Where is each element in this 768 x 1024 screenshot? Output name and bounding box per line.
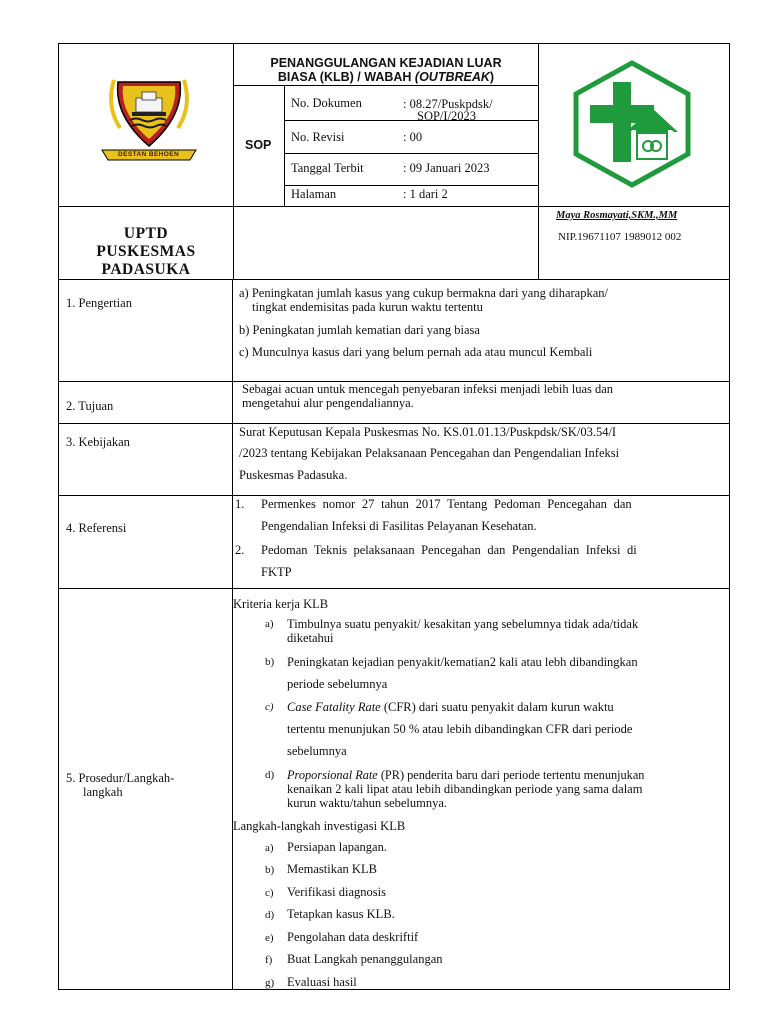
pengertian-item-b: b) Peningkatan jumlah kematian dari yang biasa (239, 323, 480, 337)
kriteria-d-letter: d) (265, 769, 275, 781)
langkah-c-letter: c) (265, 887, 274, 899)
table-border-right (729, 43, 730, 990)
langkah-b-letter: b) (265, 864, 275, 876)
table-border-left (58, 43, 59, 990)
kriteria-b-line-2: periode sebelumnya (287, 677, 388, 691)
kriteria-d-line-2: kenaikan 2 kali lipat atau lebih dibandingkan periode yang sama dalam (287, 782, 643, 796)
meta-label-no-revisi: No. Revisi (291, 130, 345, 144)
langkah-g-letter: g) (265, 977, 275, 989)
langkah-e-letter: e) (265, 932, 274, 944)
section-label-prosedur-2: langkah (83, 785, 123, 799)
row-line-kebijakan (58, 495, 730, 496)
kriteria-c-line-2: tertentu menunjukan 50 % atau lebih dibandingkan CFR dari periode (287, 722, 633, 736)
org-line-3: PADASUKA (101, 261, 191, 278)
langkah-f-letter: f) (265, 954, 273, 966)
referensi-1-line-2: Pengendalian Infeksi di Fasilitas Pelayanan Kesehatan. (261, 519, 537, 533)
kriteria-c-line-1 (287, 700, 614, 715)
pengertian-item-a-line-2: tingkat endemisitas pada kurun waktu tertentu (252, 300, 483, 314)
kriteria-a-line-2: diketahui (287, 631, 334, 645)
kebijakan-line-1: Surat Keputusan Kepala Puskesmas No. KS.01.01.13/Puskpdsk/SK/03.54/I (239, 425, 617, 439)
meta-value-no-dokumen-2: SOP/I/2023 (417, 109, 477, 123)
kriteria-c-letter: c) (265, 701, 274, 713)
kriteria-c-line-3: sebelumnya (287, 744, 347, 758)
meta-row-line-1 (284, 120, 538, 121)
section-label-kebijakan: 3. Kebijakan (66, 435, 130, 449)
header-divider-right (538, 43, 539, 279)
title-line-2-b: (OUTBREAK (414, 70, 490, 84)
title-bottom-line (233, 85, 538, 86)
org-line-1: UPTD (123, 225, 169, 242)
body-column-divider (232, 279, 233, 990)
kriteria-d-italic: Proporsional Rate (287, 768, 378, 782)
kriteria-c-rest: (CFR) dari suatu penyakit dalam kurun waktu (380, 700, 614, 714)
kriteria-d-line-1 (287, 768, 644, 783)
langkah-c-text: Verifikasi diagnosis (287, 885, 386, 899)
kriteria-a-letter: a) (265, 618, 274, 630)
sop-divider (284, 85, 285, 206)
kebijakan-line-2: /2023 tentang Kebijakan Pelaksanaan Pencegahan dan Pengendalian Infeksi (239, 446, 620, 460)
document-title (236, 56, 536, 84)
row-line-tujuan (58, 423, 730, 424)
header-row-bottom (58, 206, 730, 207)
title-line-2-c: ) (489, 70, 495, 84)
title-line-2-a: BIASA (KLB) / WABAH (277, 70, 415, 84)
kebijakan-line-3: Puskesmas Padasuka. (239, 468, 348, 482)
langkah-a-letter: a) (265, 842, 274, 854)
kriteria-d-line-3: kurun waktu/tahun sebelumnya. (287, 796, 448, 810)
meta-label-no-dokumen: No. Dokumen (291, 96, 362, 110)
kriteria-d-rest: (PR) penderita baru dari periode tertentu menunjukan (377, 768, 645, 782)
signer-name: Maya Rosmayati,SKM.,MM (556, 210, 678, 221)
puskesmas-logo (570, 60, 694, 188)
langkah-heading: Langkah-langkah investigasi KLB (233, 819, 406, 833)
referensi-2-line-2: FKTP (261, 565, 292, 579)
langkah-d-letter: d) (265, 909, 275, 921)
langkah-f-text: Buat Langkah penanggulangan (287, 952, 443, 966)
sop-label: SOP (245, 138, 272, 152)
langkah-a-text: Persiapan lapangan. (287, 840, 387, 854)
tujuan-line-1: Sebagai acuan untuk mencegah penyebaran infeksi menjadi lebih luas dan (242, 382, 614, 396)
header-block-bottom (58, 279, 730, 280)
meta-label-tanggal-terbit: Tanggal Terbit (291, 161, 364, 175)
signer-nip: NIP.19671107 1989012 002 (558, 231, 682, 243)
shield-banner-text: DESTAN BEHOEN (118, 151, 180, 158)
organization-name (62, 225, 230, 279)
kriteria-b-letter: b) (265, 656, 275, 668)
referensi-2-line-1: Pedoman Teknis pelaksanaan Pencegahan dan Pengendalian Infeksi di (261, 543, 637, 557)
meta-label-halaman: Halaman (291, 187, 337, 201)
meta-value-no-dokumen-1: : 08.27/Puskpdsk/ (403, 97, 493, 111)
header-divider-left (233, 43, 234, 279)
meta-value-no-revisi: : 00 (403, 130, 423, 144)
section-label-pengertian: 1. Pengertian (66, 296, 132, 310)
langkah-e-text: Pengolahan data deskriftif (287, 930, 419, 944)
org-line-2: PUSKESMAS (96, 243, 196, 260)
langkah-d-text: Tetapkan kasus KLB. (287, 907, 395, 921)
meta-row-line-3 (284, 185, 538, 186)
tujuan-line-2: mengetahui alur pengendaliannya. (242, 396, 414, 410)
kriteria-c-italic: Case Fatality Rate (287, 700, 381, 714)
row-line-referensi (58, 588, 730, 589)
table-border-top (58, 43, 730, 44)
section-label-prosedur-1: 5. Prosedur/Langkah- (66, 771, 175, 785)
meta-row-line-2 (284, 153, 538, 154)
kriteria-b-line-1: Peningkatan kejadian penyakit/kematian2 kali atau lebh dibandingkan (287, 655, 638, 669)
langkah-g-text: Evaluasi hasil (287, 975, 357, 989)
kriteria-heading: Kriteria kerja KLB (233, 597, 329, 611)
title-line-2 (236, 70, 536, 84)
section-label-referensi: 4. Referensi (66, 521, 127, 535)
kriteria-a-line-1: Timbulnya suatu penyakit/ kesakitan yang sebelumnya tidak ada/tidak (287, 617, 639, 631)
section-label-tujuan: 2. Tujuan (66, 399, 114, 413)
langkah-b-text: Memastikan KLB (287, 862, 377, 876)
meta-value-halaman: : 1 dari 2 (403, 187, 448, 201)
pengertian-item-a-line-1: a) Peningkatan jumlah kasus yang cukup bermakna dari yang diharapkan/ (239, 286, 608, 300)
pengertian-item-c: c) Munculnya kasus dari yang belum pernah ada atau muncul Kembali (239, 345, 593, 359)
table-border-bottom (58, 989, 730, 990)
title-line-1: PENANGGULANGAN KEJADIAN LUAR (270, 56, 502, 70)
referensi-1-line-1: Permenkes nomor 27 tahun 2017 Tentang Pedoman Pencegahan dan (261, 497, 632, 511)
meta-value-tanggal-terbit: : 09 Januari 2023 (403, 161, 490, 175)
referensi-1-number: 1. (235, 497, 245, 511)
referensi-2-number: 2. (235, 543, 245, 557)
